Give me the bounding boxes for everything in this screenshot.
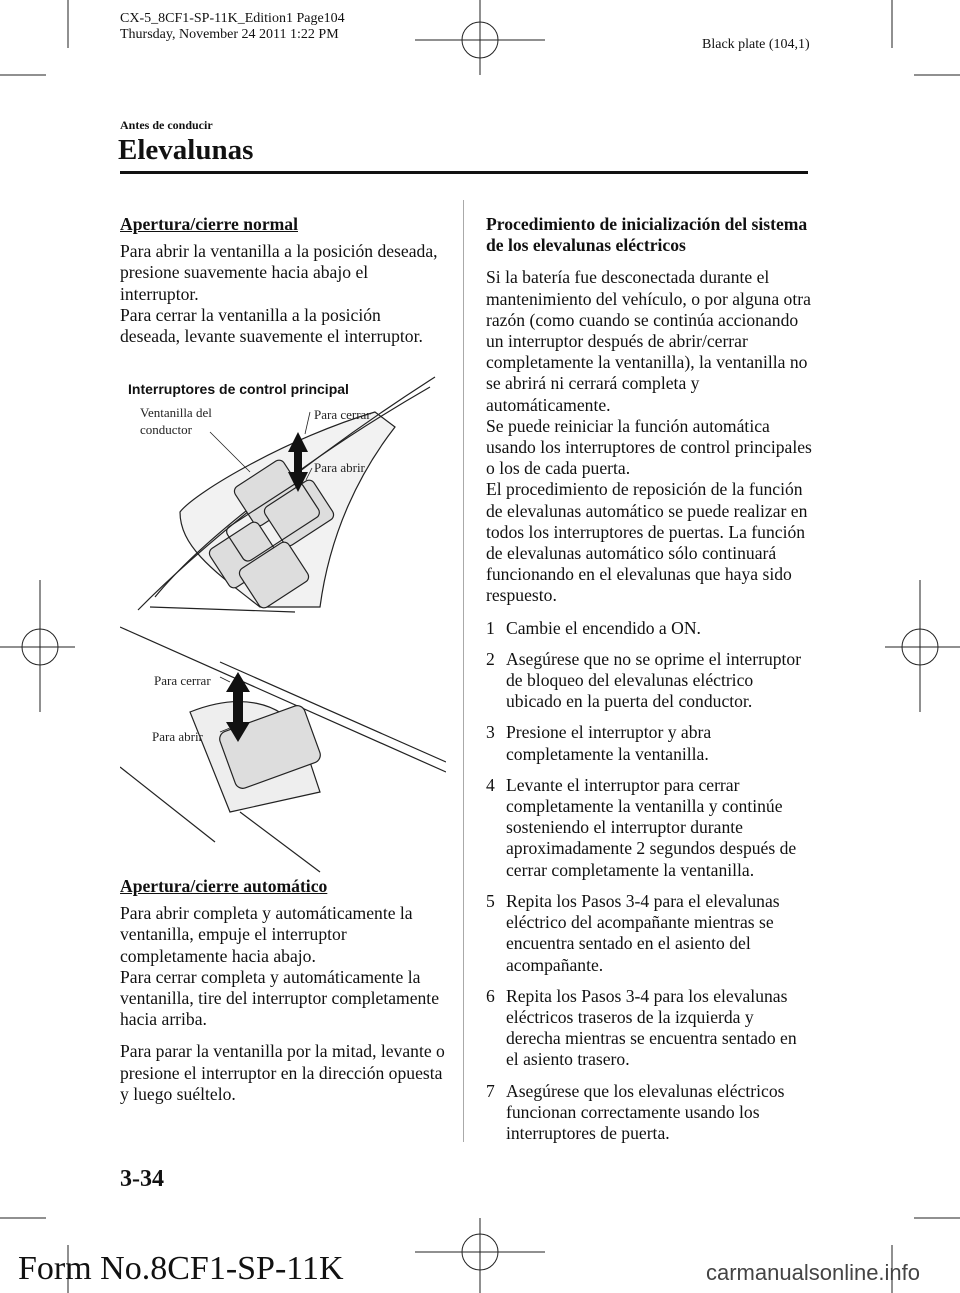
bottom-close-label: Para cerrar — [154, 673, 211, 688]
normal-heading: Apertura/cierre normal — [120, 214, 298, 234]
step-item: 5 Repita los Pasos 3-4 para el elevalunas eléctrico del acompañante mientras se encuentra sentado en el asiento del acompañante. — [486, 890, 780, 975]
watermark: carmanualsonline.info — [706, 1260, 921, 1285]
right-column — [486, 214, 812, 1154]
page-title: Elevalunas — [118, 134, 254, 166]
print-file-line: CX-5_8CF1-SP-11K_Edition1 Page104 — [120, 11, 345, 26]
step-item: 3 Presione el interruptor y abra completamente la ventanilla. — [486, 722, 712, 764]
step-item: 4 Levante el interruptor para cerrar completamente la ventanilla y continúe sosteniendo el interruptor durante aproximadamente 2 segundos después de cerrar completamente la ventanilla. — [486, 774, 797, 880]
driver-window-label-1: Ventanilla del — [140, 405, 212, 420]
figure-title: Interruptores de control principal — [128, 381, 349, 397]
page-number: 3-34 — [120, 1166, 164, 1192]
plate-label: Black plate (104,1) — [702, 37, 810, 52]
step-item: 6 Repita los Pasos 3-4 para los elevalunas eléctricos traseros de la izquierda y derecha mientras se encuentra sentado en el asiento trasero. — [486, 985, 797, 1070]
title-rule — [120, 171, 808, 174]
normal-paragraph: Para abrir la ventanilla a la posición deseada, presione suavemente hacia abajo el interruptor. Para cerrar la ventanilla a la posición deseada, levante suavemente el interruptor. — [120, 241, 438, 347]
left-column-lower — [120, 876, 446, 1116]
step-item: 2 Asegúrese que no se oprime el interruptor de bloqueo del elevalunas eléctrico ubicado en la puerta del conductor. — [486, 648, 802, 712]
step-item: 7 Asegúrese que los elevalunas eléctricos funcionan correctamente usando los interruptores de puerta. — [486, 1080, 785, 1143]
top-close-label: Para cerrar — [314, 407, 371, 422]
auto-heading: Apertura/cierre automático — [120, 876, 328, 896]
init-steps — [486, 618, 812, 1144]
column-divider — [463, 200, 464, 1142]
form-number: Form No.8CF1-SP-11K — [18, 1250, 344, 1287]
section-label: Antes de conducir — [120, 118, 213, 132]
auto-paragraph-2: Para parar la ventanilla por la mitad, levante o presione el interruptor en la dirección opuesta y luego suéltelo. — [120, 1041, 445, 1104]
init-paragraph: Si la batería fue desconectada durante el mantenimiento del vehículo, o por alguna otra razón (como cuando se continúa accionando un interruptor después de abrir/cerrar completamente la ventanilla), la ventanilla no se abrirá ni cerrará completa y automáticamente. Se puede reiniciar la función automática usando los interruptores de control principales o los de cada puerta. El procedimiento de reposición de la función de elevalunas automático se puede realizar en todos los interruptores de puertas. La función de elevalunas automático sólo continuará funcionando en el elevalunas que haya sido respuesto. — [486, 267, 812, 606]
left-column — [120, 214, 442, 358]
window-switch-figure — [120, 372, 446, 880]
print-date-line: Thursday, November 24 2011 1:22 PM — [120, 27, 339, 42]
driver-window-label-2: conductor — [140, 422, 192, 437]
init-heading: Procedimiento de inicialización del sistema de los elevalunas eléctricos — [486, 214, 808, 256]
bottom-open-label: Para abrir — [152, 729, 203, 744]
auto-paragraph-1: Para abrir completa y automáticamente la ventanilla, empuje el interruptor completamente hacia abajo. Para cerrar completa y automáticamente la ventanilla, tire del interruptor completamente hacia arriba. — [120, 903, 440, 1030]
top-open-label: Para abrir — [314, 460, 365, 475]
step-item: 1 Cambie el encendido a ON. — [486, 617, 701, 638]
